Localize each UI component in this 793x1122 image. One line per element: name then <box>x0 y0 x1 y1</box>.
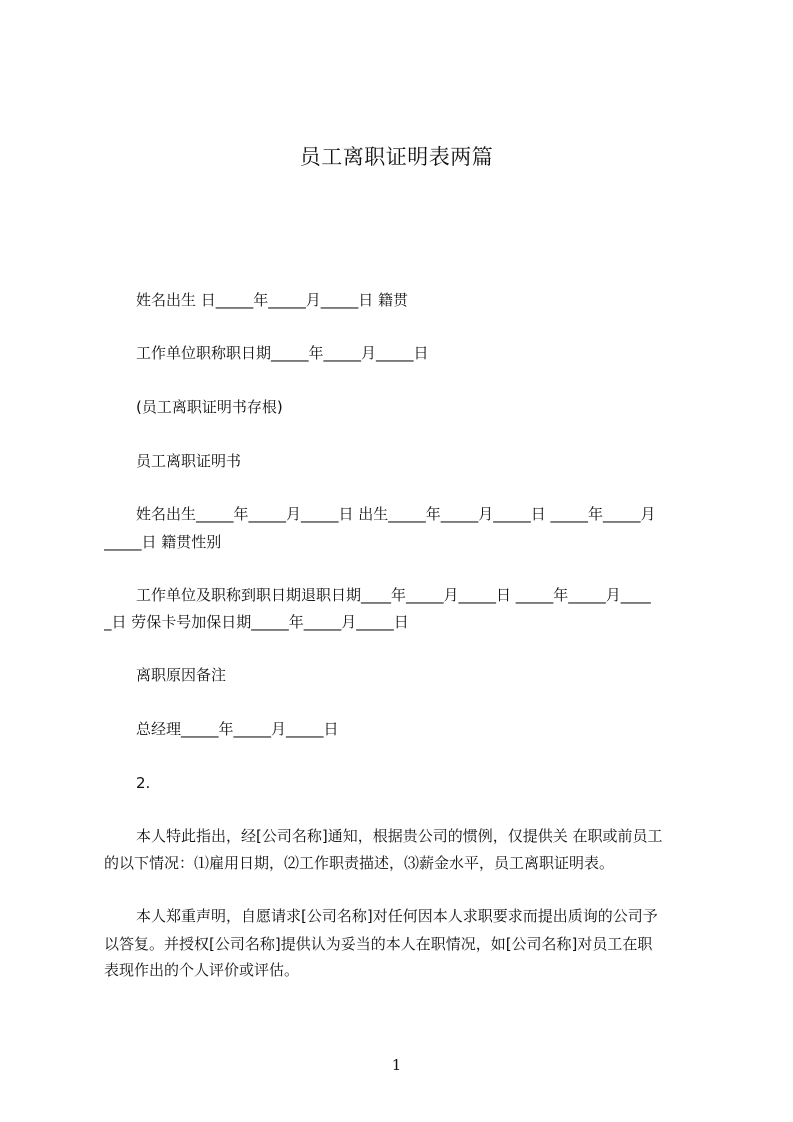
paragraph-2-line-1: 本人郑重声明，自愿请求[公司名称]对任何因本人求职要求而提出质询的公司予 <box>136 907 658 925</box>
paragraph-1-line-1: 本人特此指出，经[公司名称]通知，根据贵公司的惯例，仅提供关 在职或前员工 <box>136 827 663 845</box>
form-line-personal-2: _____日 籍贯性别 <box>104 533 222 551</box>
form-line-work-unit: 工作单位职称职日期_____年_____月_____日 <box>136 344 429 362</box>
form-line-personal-1: 姓名出生_____年_____月_____日 出生_____年_____月_____日 _____年_____月 <box>136 505 656 523</box>
paragraph-1-line-2: 的以下情况：⑴雇用日期，⑵工作职责描述，⑶薪金水平，员工离职证明表。 <box>104 854 615 872</box>
form-line-manager: 总经理_____年_____月_____日 <box>136 720 339 738</box>
paragraph-2-line-2: 以答复。并授权[公司名称]提供认为妥当的本人在职情况，如[公司名称]对员工在职 <box>104 935 653 953</box>
form-line-reason: 离职原因备注 <box>136 666 227 684</box>
form-line-name-birth: 姓名出生 日_____年_____月_____日 籍贯 <box>136 291 409 309</box>
section-number: 2. <box>136 774 151 792</box>
document-title: 员工离职证明表两篇 <box>299 145 494 169</box>
certificate-title: 员工离职证明书 <box>136 452 242 470</box>
stub-title: (员工离职证明书存根) <box>136 398 283 416</box>
page-number: 1 <box>391 1056 402 1074</box>
form-line-employment-1: 工作单位及职称到职日期退职日期____年_____月_____日 _____年_____月____ <box>136 586 651 604</box>
paragraph-2-line-3: 表现作出的个人评价或评估。 <box>104 961 300 979</box>
form-line-employment-2: _日 劳保卡号加保日期_____年_____月_____日 <box>104 613 409 631</box>
